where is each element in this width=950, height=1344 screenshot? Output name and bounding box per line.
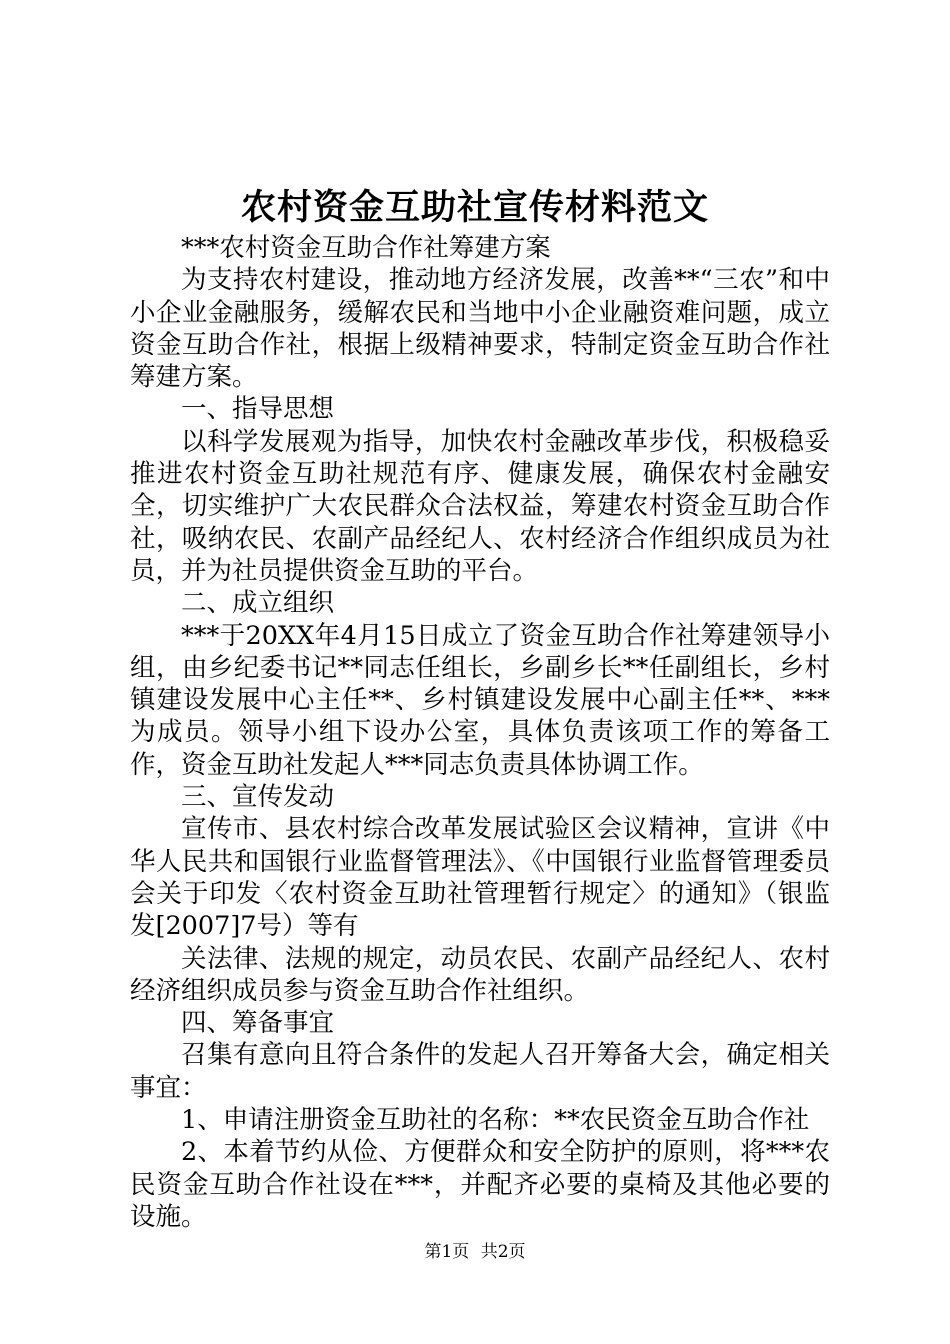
document-title: 农村资金互助社宣传材料范文 — [240, 187, 709, 228]
paragraph-publicity-continued: 关法律、法规的规定，动员农民、农副产品经纪人、农村经济组织成员参与资金互助合作社组织。 — [130, 943, 830, 1006]
section-heading-organization: 二、成立组织 — [181, 588, 335, 619]
document-body — [130, 232, 830, 1233]
paragraph-plan-heading: ***农村资金互助合作社筹建方案 — [181, 233, 551, 263]
page-number: 第1页 — [424, 1242, 470, 1262]
paragraph-organization: ***于20XX年4月15日成立了资金互助合作社筹建领导小组，由乡纪委书记**同志任组长，乡副乡长**任副组长，乡村镇建设发展中心主任**、乡村镇建设发展中心副主任**、***为成员。领导小组下设办公室，具体负责该项工作的筹备工作，资金互助社发起人***同志负责具体协调工作。 — [130, 620, 830, 780]
paragraph-preparation: 召集有意向且符合条件的发起人召开筹备大会，确定相关事宜： — [130, 1040, 830, 1103]
paragraph-publicity: 宣传市、县农村综合改革发展试验区会议精神，宣讲《中华人民共和国银行业监督管理法》、《中国银行业监督管理委员会关于印发〈农村资金互助社管理暂行规定〉的通知》（银监发[2007]7号）等有 — [130, 814, 830, 942]
page-footer — [0, 1240, 950, 1264]
section-heading-preparation: 四、筹备事宜 — [181, 1008, 335, 1039]
paragraph-intro: 为支持农村建设，推动地方经济发展，改善**“三农”和中小企业金融服务，缓解农民和当地中小企业融资难问题，成立资金互助合作社，根据上级精神要求，特制定资金互助合作社筹建方案。 — [130, 265, 830, 393]
section-heading-guiding-thought: 一、指导思想 — [181, 394, 335, 425]
section-heading-publicity: 三、宣传发动 — [181, 782, 335, 813]
paragraph-guiding-thought: 以科学发展观为指导，加快农村金融改革步伐，积极稳妥推进农村资金互助社规范有序、健康发展，确保农村金融安全，切实维护广大农民群众合法权益，筹建农村资金互助合作社，吸纳农民、农副产品经纪人、农村经济合作组织成员为社员，并为社员提供资金互助的平台。 — [130, 426, 830, 586]
page-total: 共2页 — [480, 1242, 526, 1262]
list-item-2: 2、本着节约从俭、方便群众和安全防护的原则，将***农民资金互助合作社设在***，并配齐必要的桌椅及其他必要的设施。 — [130, 1137, 830, 1232]
list-item-1: 1、申请注册资金互助社的名称：**农民资金互助合作社 — [181, 1105, 810, 1136]
